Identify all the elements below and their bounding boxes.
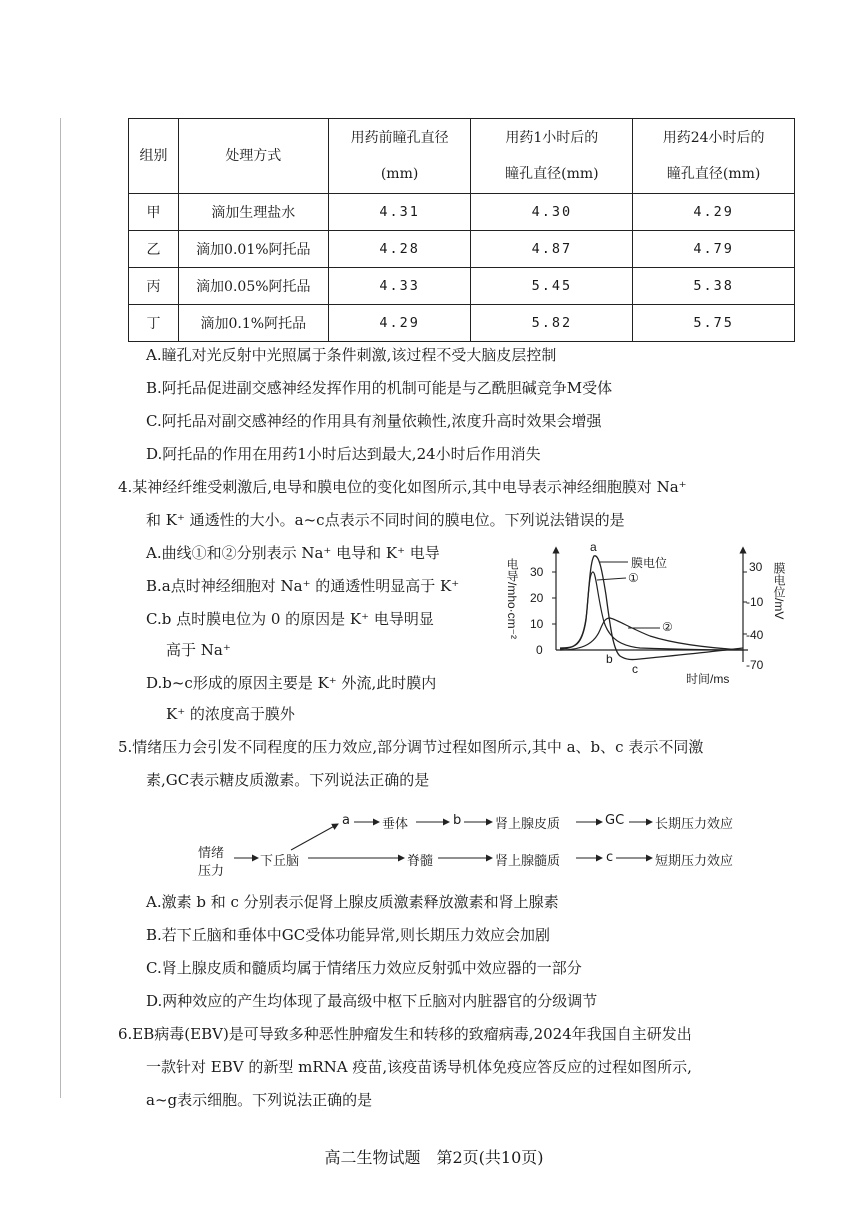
- node-long-term-effect: 长期压力效应: [655, 817, 734, 832]
- q5-option-d: D.两种效应的产生均体现了最高级中枢下丘脑对内脏器官的分级调节: [146, 992, 598, 1010]
- node-spinal-cord: 脊髓: [407, 854, 434, 869]
- q5-option-c: C.肾上腺皮质和髓质均属于情绪压力效应反射弧中效应器的一部分: [146, 959, 582, 977]
- page-footer: 高二生物试题 第2页(共10页): [324, 1148, 544, 1167]
- cell-treatment: 滴加0.1%阿托品: [178, 305, 328, 342]
- q4-stem-line1: 4.某神经纤维受刺激后,电导和膜电位的变化如图所示,其中电导表示神经细胞膜对 Na⁺: [118, 478, 687, 496]
- point-b-label: b: [606, 652, 613, 666]
- cell-before: 4.31: [328, 194, 471, 231]
- node-gc: GC: [605, 813, 625, 828]
- right-tick-minus10: -10: [746, 595, 764, 609]
- legend-curve-1: ①: [628, 571, 639, 585]
- cell-24h: 4.79: [633, 231, 795, 268]
- q4-option-a: A.曲线①和②分别表示 Na⁺ 电导和 K⁺ 电导: [146, 544, 440, 562]
- q3-option-d: D.阿托品的作用在用药1小时后达到最大,24小时后作用消失: [146, 445, 541, 463]
- table-row: [129, 231, 795, 268]
- k-conductance-curve: [560, 618, 743, 650]
- q3-option-a: A.瞳孔对光反射中光照属于条件刺激,该过程不受大脑皮层控制: [146, 346, 557, 364]
- q3-option-b: B.阿托品促进副交感神经发挥作用的机制可能是与乙酰胆碱竞争M受体: [146, 379, 613, 397]
- cell-before: 4.29: [328, 305, 471, 342]
- q5-stem-line2: 素,GC表示糖皮质激素。下列说法正确的是: [146, 771, 430, 789]
- cell-before: 4.33: [328, 268, 471, 305]
- q5-stem-line1: 5.情绪压力会引发不同程度的压力效应,部分调节过程如图所示,其中 a、b、c 表示不同激: [118, 738, 704, 756]
- node-hormone-c: c: [606, 850, 614, 865]
- q3-option-c: C.阿托品对副交感神经的作用具有剂量依赖性,浓度升高时效果会增强: [146, 412, 602, 430]
- left-tick-0: 0: [536, 643, 543, 657]
- q5-option-a: A.激素 b 和 c 分别表示促肾上腺皮质激素释放激素和肾上腺素: [146, 893, 559, 911]
- leader-1: [597, 578, 626, 580]
- node-emotional-stress-2: 压力: [198, 864, 225, 879]
- cell-before: 4.28: [328, 231, 471, 268]
- margin-line: [60, 118, 61, 1098]
- node-emotional-stress-1: 情绪: [198, 846, 225, 861]
- node-adrenal-medulla: 肾上腺髓质: [495, 854, 561, 869]
- left-tick-10: 10: [530, 617, 544, 631]
- node-hypothalamus: 下丘脑: [260, 854, 300, 869]
- q6-stem-line2: 一款针对 EBV 的新型 mRNA 疫苗,该疫苗诱导机体免疫应答反应的过程如图所示,: [146, 1058, 692, 1076]
- node-hormone-a: a: [342, 813, 350, 828]
- table-row: [129, 194, 795, 231]
- node-short-term-effect: 短期压力效应: [655, 854, 734, 869]
- right-axis-label: 膜电位/mV: [772, 562, 786, 620]
- q4-option-d: D.b~c形成的原因主要是 K⁺ 外流,此时膜内: [146, 674, 437, 692]
- left-tick-20: 20: [530, 591, 544, 605]
- table-row: [129, 305, 795, 342]
- legend-membrane-potential: 膜电位: [631, 556, 668, 570]
- cell-1h: 5.82: [471, 305, 633, 342]
- right-tick-minus40: -40: [746, 628, 764, 642]
- point-a-label: a: [590, 540, 597, 554]
- right-tick-minus70: -70: [746, 658, 764, 672]
- cell-group: 丁: [129, 305, 179, 342]
- header-before: 用药前瞳孔直径 (mm): [328, 119, 471, 194]
- header-24h: 用药24小时后的 瞳孔直径(mm): [633, 119, 795, 194]
- point-c-label: c: [632, 662, 638, 676]
- cell-treatment: 滴加0.01%阿托品: [178, 231, 328, 268]
- q6-stem-line1: 6.EB病毒(EBV)是可导致多种恶性肿瘤发生和转移的致瘤病毒,2024年我国自主研发出: [118, 1025, 692, 1043]
- q4-option-b: B.a点时神经细胞对 Na⁺ 的通透性明显高于 K⁺: [146, 577, 460, 595]
- q4-option-c-cont: 高于 Na⁺: [166, 641, 231, 659]
- arrow-hypothalamus-a: [291, 824, 338, 850]
- cell-group: 乙: [129, 231, 179, 268]
- q6-stem-line3: a~g表示细胞。下列说法正确的是: [146, 1091, 373, 1109]
- node-adrenal-cortex: 肾上腺皮质: [495, 817, 561, 832]
- cell-24h: 5.38: [633, 268, 795, 305]
- pupil-diameter-table: [128, 118, 795, 342]
- table-row: [129, 268, 795, 305]
- cell-24h: 4.29: [633, 194, 795, 231]
- left-axis-label: 电导/mho·cm⁻²: [505, 558, 519, 639]
- header-treatment: 处理方式: [178, 119, 328, 194]
- cell-1h: 5.45: [471, 268, 633, 305]
- cell-treatment: 滴加0.05%阿托品: [178, 268, 328, 305]
- q5-option-b: B.若下丘脑和垂体中GC受体功能异常,则长期压力效应会加剧: [146, 926, 551, 944]
- cell-1h: 4.87: [471, 231, 633, 268]
- na-conductance-curve: [560, 572, 743, 650]
- node-pituitary: 垂体: [382, 817, 409, 832]
- header-1h: 用药1小时后的 瞳孔直径(mm): [471, 119, 633, 194]
- cell-group: 丙: [129, 268, 179, 305]
- q4-stem-line2: 和 K⁺ 通透性的大小。a~c点表示不同时间的膜电位。下列说法错误的是: [146, 511, 625, 529]
- cell-24h: 5.75: [633, 305, 795, 342]
- cell-treatment: 滴加生理盐水: [178, 194, 328, 231]
- conductance-potential-figure: [500, 540, 790, 690]
- legend-curve-2: ②: [662, 620, 673, 634]
- q4-option-c: C.b 点时膜电位为 0 的原因是 K⁺ 电导明显: [146, 610, 434, 628]
- stress-regulation-diagram: [196, 808, 766, 880]
- left-tick-30: 30: [530, 565, 544, 579]
- cell-1h: 4.30: [471, 194, 633, 231]
- header-group: 组别: [129, 119, 179, 194]
- right-tick-30: 30: [749, 560, 763, 574]
- q4-option-d-cont: K⁺ 的浓度高于膜外: [166, 705, 295, 723]
- cell-group: 甲: [129, 194, 179, 231]
- x-axis-label: 时间/ms: [686, 672, 730, 686]
- node-hormone-b: b: [453, 813, 462, 828]
